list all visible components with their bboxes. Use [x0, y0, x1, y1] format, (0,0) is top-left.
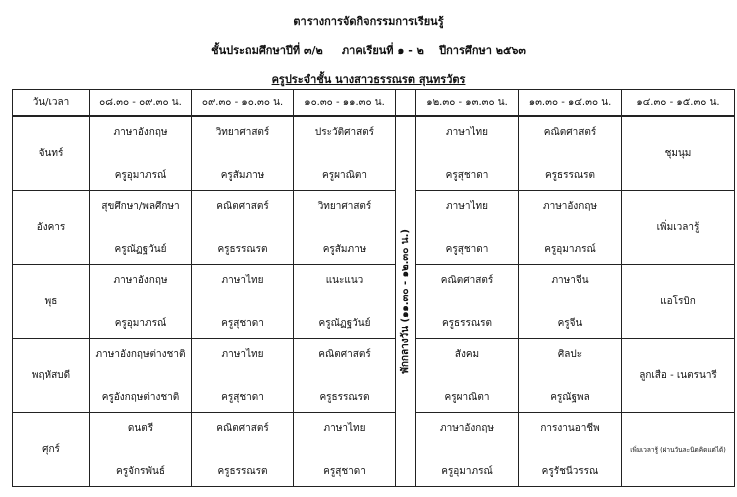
- lunch-break-cell: [396, 116, 416, 487]
- subject: คณิตศาสตร์: [440, 274, 494, 286]
- header-period-1: ๐๘.๓๐ - ๐๙.๓๐ น.: [90, 90, 192, 117]
- day-row-thursday: [13, 339, 735, 413]
- teacher: ครูผาณิตา: [444, 391, 490, 403]
- day-label: พุธ: [13, 265, 90, 339]
- subject: ภาษาไทย: [446, 200, 488, 212]
- schedule-subtitle: ชั้นประถมศึกษาปีที่ ๓/๒ ภาคเรียนที่ ๑ - ๒ ปีการศึกษา ๒๕๖๓: [211, 44, 526, 57]
- header-period-7: ๑๔.๓๐ - ๑๕.๓๐ น.: [622, 90, 735, 117]
- header-period-5: ๑๒.๓๐ - ๑๓.๓๐ น.: [416, 90, 519, 117]
- activity-cell: เพิ่มเวลารู้: [622, 191, 735, 265]
- subject: ภาษาอังกฤษ: [542, 200, 597, 212]
- teacher: ครูอุมาภรณ์: [441, 465, 493, 477]
- teacher: ครูธรรณรต: [217, 243, 268, 255]
- teacher: ครูสัมภาษ: [220, 169, 265, 181]
- subject: คณิตศาสตร์: [216, 422, 269, 434]
- day-row-monday: [13, 116, 735, 191]
- period-cell: [519, 116, 622, 191]
- period-cell: [192, 191, 294, 265]
- period-cell: [192, 413, 294, 487]
- teacher: ครูอุมาภรณ์: [544, 243, 596, 255]
- subject: การงานอาชีพ: [540, 422, 600, 434]
- teacher: ครูสุชาดา: [445, 243, 489, 255]
- period-cell: [192, 339, 294, 413]
- subject: วิทยาศาสตร์: [215, 126, 270, 138]
- period-cell: [519, 191, 622, 265]
- period-cell: [90, 339, 192, 413]
- subject: ภาษาไทย: [446, 126, 488, 138]
- teacher: ครูธรรณรต: [217, 465, 268, 477]
- activity-cell: ชุมนุม: [622, 116, 735, 191]
- header-period-3: ๑๐.๓๐ - ๑๑.๓๐ น.: [294, 90, 396, 117]
- teacher: ครูธรรณรต: [441, 317, 493, 329]
- period-cell: [294, 413, 396, 487]
- activity-cell: ลูกเสือ - เนตรนารี: [622, 339, 735, 413]
- teacher: ครูสัมภาษ: [322, 243, 367, 255]
- teacher: ครูสุชาดา: [221, 391, 264, 403]
- day-label: จันทร์: [13, 116, 90, 191]
- subject: ภาษาอังกฤษต่างชาติ: [95, 348, 186, 360]
- day-row-tuesday: [13, 191, 735, 265]
- activity-cell: แอโรบิก: [622, 265, 735, 339]
- header-period-2: ๐๙.๓๐ - ๑๐.๓๐ น.: [192, 90, 294, 117]
- subject: ดนตรี: [127, 422, 154, 434]
- period-cell: [416, 413, 519, 487]
- day-label: พฤหัสบดี: [13, 339, 90, 413]
- day-row-friday: [13, 413, 735, 487]
- teacher: ครูอุมาภรณ์: [114, 317, 167, 329]
- subject: ศิลปะ: [557, 348, 583, 360]
- period-cell: [90, 265, 192, 339]
- subject: ภาษาอังกฤษ: [113, 274, 168, 286]
- teacher: ครูรัชนีวรรณ: [541, 465, 599, 477]
- activity-cell: เพิ่มเวลารู้ (ผ่านวันละนิดคิดแต่ได้): [622, 413, 735, 487]
- period-cell: [519, 265, 622, 339]
- period-cell: [416, 339, 519, 413]
- subject: สังคม: [454, 348, 480, 360]
- subject: ภาษาไทย: [323, 422, 366, 434]
- subject: วิทยาศาสตร์: [317, 200, 372, 212]
- teacher: ครูอุมาภรณ์: [114, 169, 167, 181]
- period-cell: [416, 265, 519, 339]
- teacher: ครูณัฏฐวันย์: [114, 243, 167, 255]
- teacher: ครูจีน: [557, 317, 583, 329]
- lunch-break-label: พักกลางวัน (๑๑.๓๐ - ๑๒.๓๐ น.): [400, 229, 411, 374]
- period-cell: [90, 413, 192, 487]
- teacher: ครูสุชาดา: [323, 465, 366, 477]
- period-cell: [519, 413, 622, 487]
- teacher: ครูธรรณรต: [319, 391, 370, 403]
- period-cell: [294, 265, 396, 339]
- period-cell: [416, 191, 519, 265]
- period-cell: [90, 116, 192, 191]
- teacher: ครูสุชาดา: [221, 317, 264, 329]
- schedule-title: ตารางการจัดกิจกรรมการเรียนรู้: [293, 15, 444, 28]
- subject: ภาษาไทย: [221, 348, 264, 360]
- subject: ภาษาอังกฤษ: [113, 126, 168, 138]
- subject: ภาษาจีน: [551, 274, 589, 286]
- header-period-6: ๑๓.๓๐ - ๑๔.๓๐ น.: [519, 90, 622, 117]
- day-label: ศุกร์: [13, 413, 90, 487]
- subject: คณิตศาสตร์: [216, 200, 269, 212]
- period-cell: [294, 339, 396, 413]
- period-cell: [192, 116, 294, 191]
- period-cell: [416, 116, 519, 191]
- subject: แนะแนว: [325, 274, 364, 286]
- subject: คณิตศาสตร์: [318, 348, 371, 360]
- period-cell: [519, 339, 622, 413]
- teacher: ครูสุชาดา: [445, 169, 489, 181]
- period-cell: [90, 191, 192, 265]
- teacher: ครูธรรณรต: [544, 169, 596, 181]
- subject: สุขศึกษา/พลศึกษา: [101, 200, 180, 212]
- subject: ภาษาอังกฤษ: [439, 422, 494, 434]
- teacher: ครูจักรพันธ์: [116, 465, 165, 477]
- header-day-time: วัน/เวลา: [13, 90, 90, 117]
- period-cell: [294, 191, 396, 265]
- teacher: ครูณัฏฐวันย์: [318, 317, 371, 329]
- period-cell: [294, 116, 396, 191]
- timetable: [12, 89, 735, 487]
- teacher: ครูณัฐพล: [550, 391, 590, 403]
- day-row-wednesday: [13, 265, 735, 339]
- subject: ภาษาไทย: [221, 274, 264, 286]
- homeroom-teacher: ครูประจำชั้น นางสาวธรรณรต สุนทรวัตร: [271, 73, 466, 86]
- teacher: ครูผาณิตา: [322, 169, 367, 181]
- teacher: ครูอังกฤษต่างชาติ: [101, 391, 180, 403]
- header-row: [13, 90, 735, 117]
- period-cell: [192, 265, 294, 339]
- header-lunch-gap: [396, 90, 416, 117]
- subject: ประวัติศาสตร์: [314, 126, 375, 138]
- day-label: อังคาร: [13, 191, 90, 265]
- subject: คณิตศาสตร์: [543, 126, 597, 138]
